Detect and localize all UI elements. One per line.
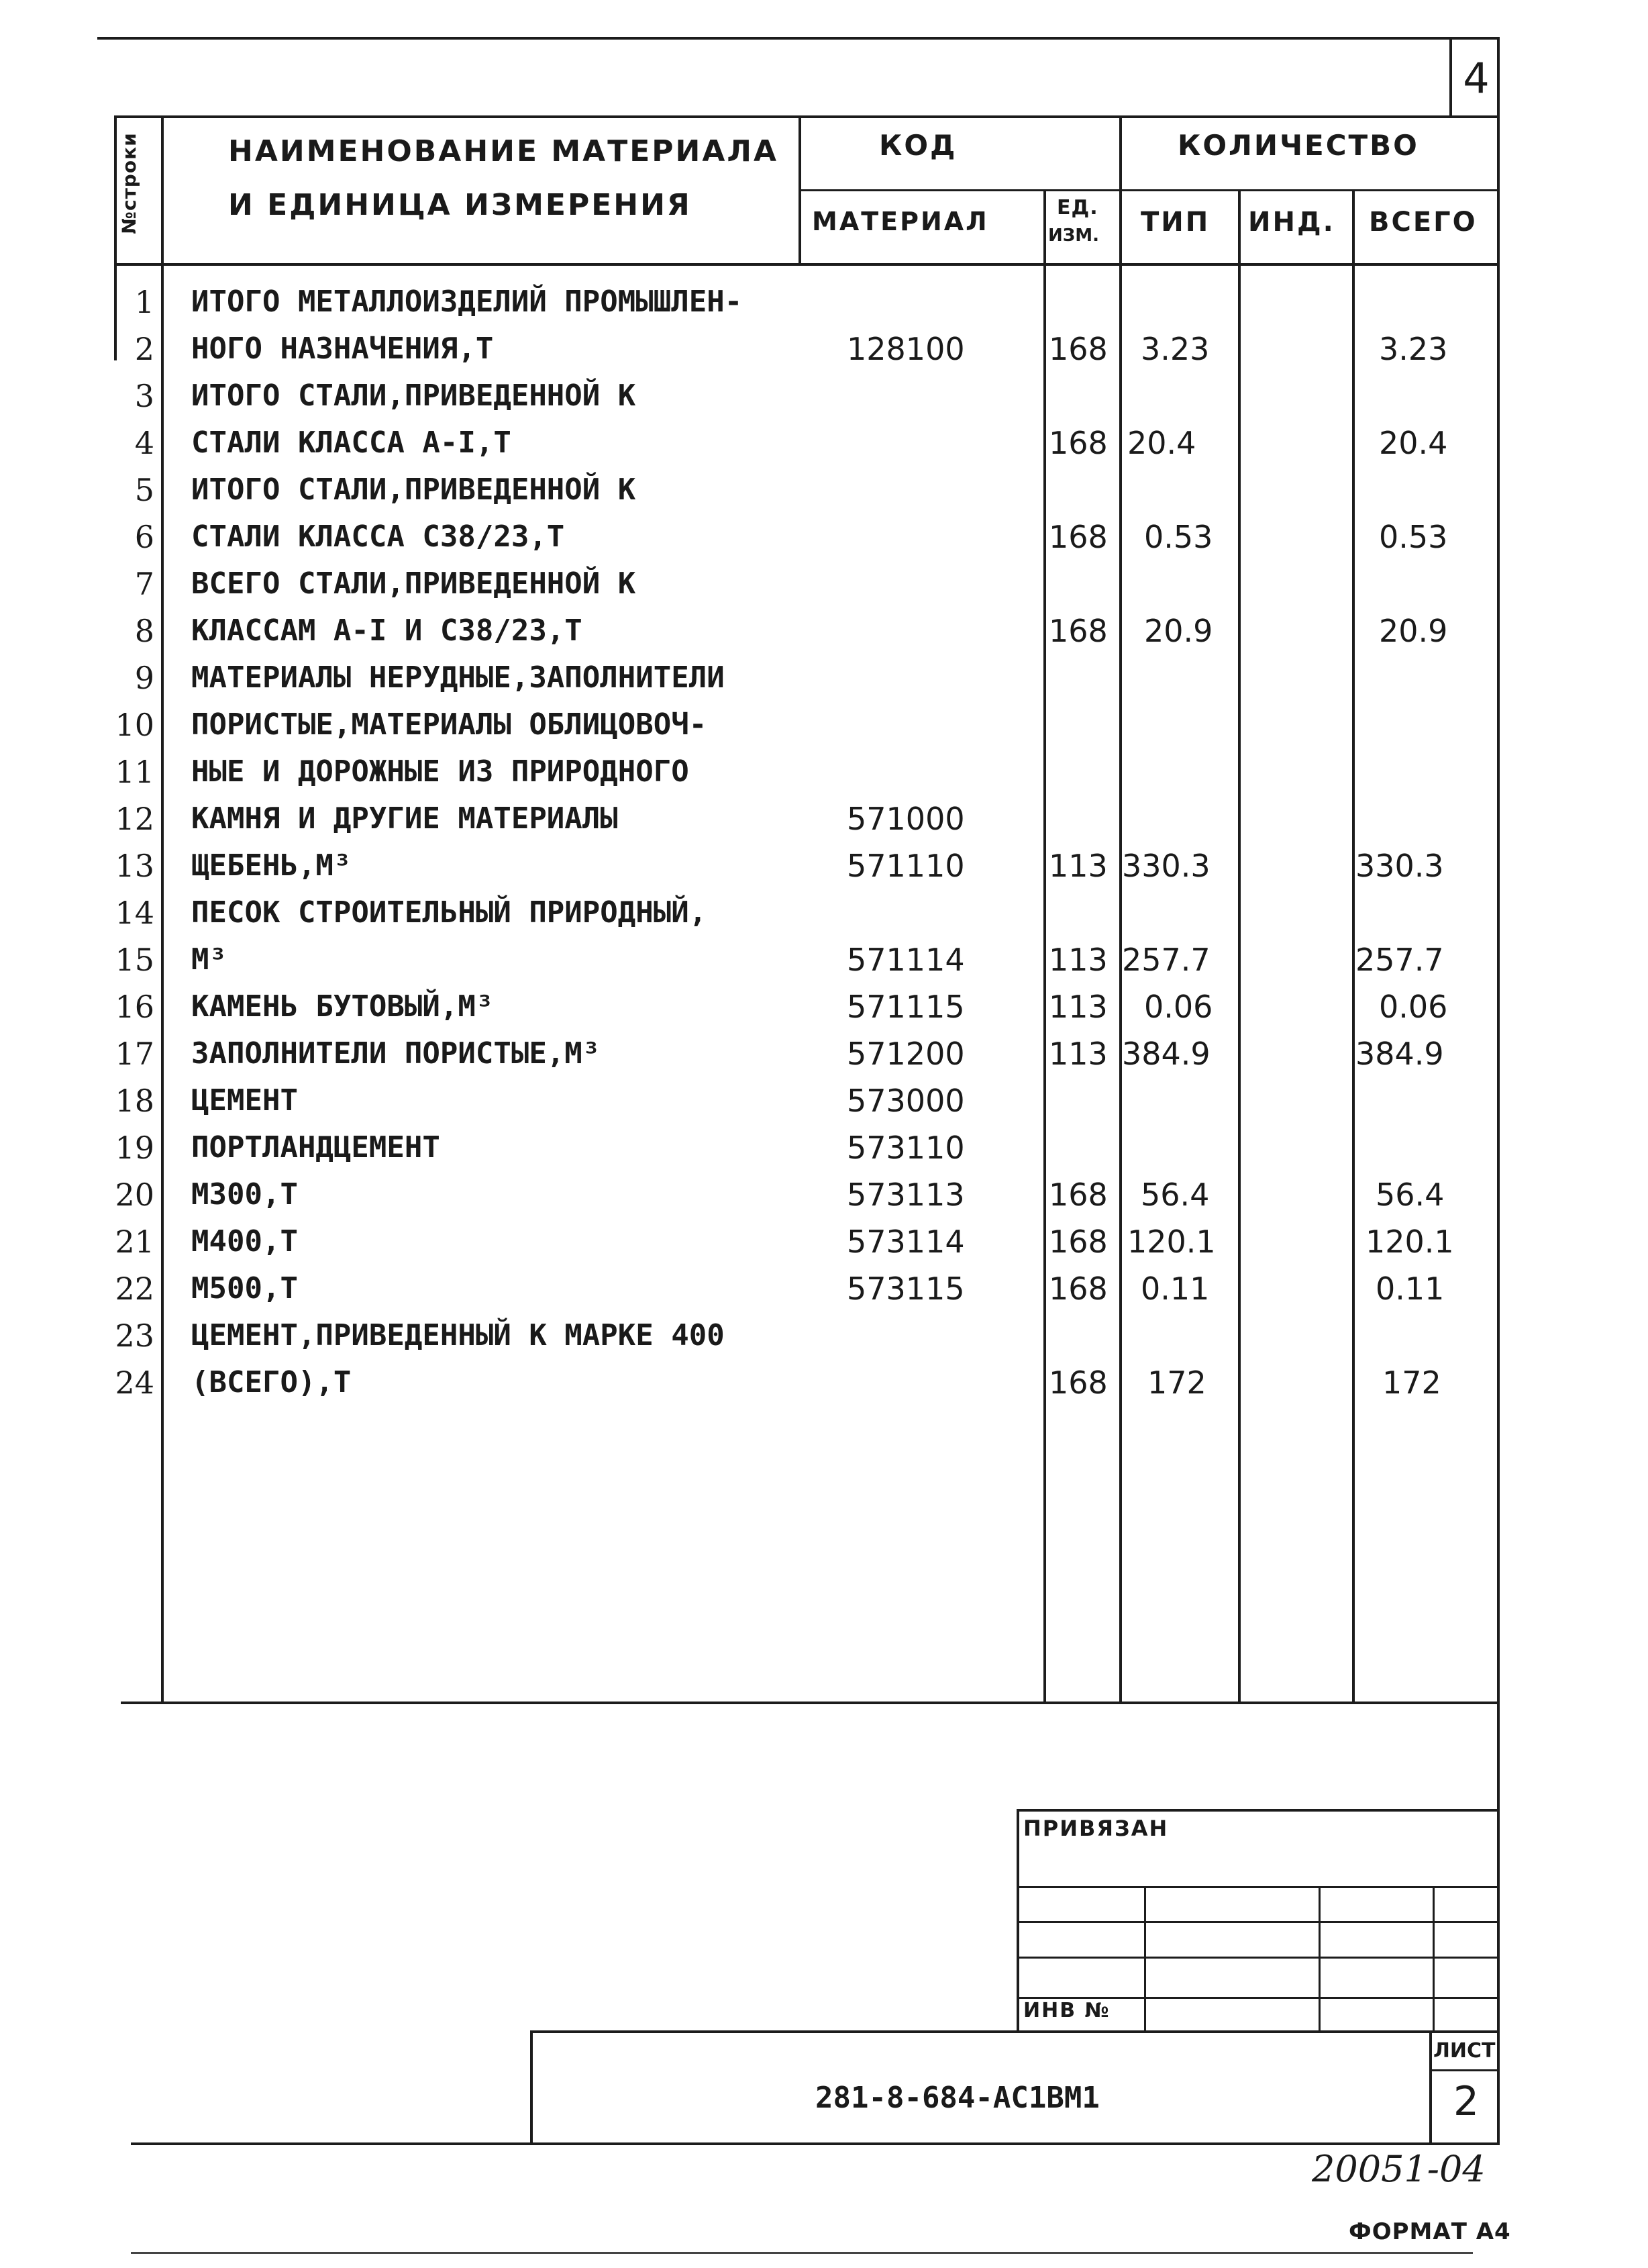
row-number: 8 xyxy=(134,613,154,649)
row-number: 3 xyxy=(134,378,154,414)
row-typ: 330.3 xyxy=(1122,848,1211,884)
row-total: 384.9 xyxy=(1355,1036,1444,1072)
header-name-line2: И ЕДИНИЦА ИЗМЕРЕНИЯ xyxy=(228,188,692,222)
designation-text: 281-8-684-АС1ВМ1 xyxy=(815,2081,1100,2115)
row-number: 11 xyxy=(115,754,154,790)
row-name: М500,Т xyxy=(191,1271,298,1305)
doc-number: 20051-04 xyxy=(1312,2148,1486,2190)
row-typ: 3.23 xyxy=(1141,331,1210,367)
row-number: 12 xyxy=(115,801,154,837)
row-number: 16 xyxy=(115,989,154,1025)
row-unit: 168 xyxy=(1049,331,1108,367)
header-bottom-line xyxy=(114,263,1500,266)
row-name: ИТОГО МЕТАЛЛОИЗДЕЛИЙ ПРОМЫШЛЕН- xyxy=(191,285,743,319)
row-total: 172 xyxy=(1382,1365,1441,1401)
designation-top-line xyxy=(530,2030,1500,2033)
designation-bottom-line xyxy=(131,2142,1500,2145)
row-name: НОГО НАЗНАЧЕНИЯ,Т xyxy=(191,332,494,366)
designation-left-line xyxy=(530,2030,533,2144)
row-total: 0.11 xyxy=(1376,1271,1445,1307)
row-unit: 168 xyxy=(1049,1224,1108,1260)
row-name: ЦЕМЕНТ xyxy=(191,1083,298,1118)
row-code: 573114 xyxy=(847,1224,965,1260)
row-number: 13 xyxy=(115,848,154,884)
row-code: 573115 xyxy=(847,1271,965,1307)
header-quantity: КОЛИЧЕСТВО xyxy=(1178,129,1419,162)
row-name: ЦЕМЕНТ,ПРИВЕДЕННЫЙ К МАРКЕ 400 xyxy=(191,1318,725,1352)
row-unit: 168 xyxy=(1049,613,1108,649)
header-unit-line2: ИЗМ. xyxy=(1048,226,1099,246)
row-name: М³ xyxy=(191,942,227,977)
row-name: НЫЕ И ДОРОЖНЫЕ ИЗ ПРИРОДНОГО xyxy=(191,754,689,789)
row-total: 0.53 xyxy=(1379,519,1448,555)
row-total: 3.23 xyxy=(1379,331,1448,367)
stamp-col-line-1 xyxy=(1144,1886,1146,2030)
row-name: ВСЕГО СТАЛИ,ПРИВЕДЕННОЙ К xyxy=(191,566,636,601)
row-total: 20.4 xyxy=(1379,425,1448,461)
row-code: 573110 xyxy=(847,1130,965,1166)
col-line-left xyxy=(114,115,117,360)
row-typ: 172 xyxy=(1147,1365,1206,1401)
row-number: 4 xyxy=(134,425,154,461)
table-bottom-line xyxy=(121,1702,1500,1704)
row-total: 56.4 xyxy=(1376,1177,1445,1213)
sheet-label-line xyxy=(1429,2069,1500,2071)
sheet-number: 2 xyxy=(1453,2078,1480,2125)
row-number: 14 xyxy=(115,895,154,931)
header-name-line1: НАИМЕНОВАНИЕ МАТЕРИАЛА xyxy=(228,134,779,168)
row-name: ЩЕБЕНЬ,М³ xyxy=(191,848,352,883)
col-line-typ xyxy=(1238,189,1241,1703)
row-typ: 384.9 xyxy=(1122,1036,1211,1072)
col-line-name xyxy=(799,115,801,263)
row-unit: 168 xyxy=(1049,1365,1108,1401)
row-number: 21 xyxy=(115,1224,154,1260)
row-unit: 168 xyxy=(1049,425,1108,461)
row-name: КАМЕНЬ БУТОВЫЙ,М³ xyxy=(191,989,494,1024)
page-bottom-rule xyxy=(131,2252,1473,2254)
row-number: 20 xyxy=(115,1177,154,1213)
row-code: 571000 xyxy=(847,801,965,837)
row-name: ЗАПОЛНИТЕЛИ ПОРИСТЫЕ,М³ xyxy=(191,1036,601,1071)
row-number: 18 xyxy=(115,1083,154,1119)
row-total: 330.3 xyxy=(1355,848,1444,884)
sheet-label: ЛИСТ xyxy=(1433,2039,1496,2063)
frame-top-line xyxy=(97,37,1500,40)
row-number: 10 xyxy=(115,707,154,743)
format-label: ФОРМАТ А4 xyxy=(1349,2218,1511,2245)
row-typ: 120.1 xyxy=(1127,1224,1216,1260)
page-number-box-left xyxy=(1449,37,1452,117)
header-code: КОД xyxy=(879,129,958,162)
header-row-no: №строки xyxy=(118,132,140,234)
row-number: 19 xyxy=(115,1130,154,1166)
stamp-row-line-3 xyxy=(1017,1957,1500,1959)
row-code: 571200 xyxy=(847,1036,965,1072)
row-total: 257.7 xyxy=(1355,942,1444,978)
row-number: 9 xyxy=(134,660,154,696)
row-typ: 20.4 xyxy=(1127,425,1196,461)
header-material: МАТЕРИАЛ xyxy=(812,207,989,236)
header-total: ВСЕГО xyxy=(1369,207,1478,238)
row-code: 571110 xyxy=(847,848,965,884)
row-name: ИТОГО СТАЛИ,ПРИВЕДЕННОЙ К xyxy=(191,473,636,507)
row-code: 571115 xyxy=(847,989,965,1025)
row-name: ПОРИСТЫЕ,МАТЕРИАЛЫ ОБЛИЦОВОЧ- xyxy=(191,707,707,742)
frame-right-line xyxy=(1497,37,1500,2144)
row-name: ПОРТЛАНДЦЕМЕНТ xyxy=(191,1130,440,1165)
row-code: 128100 xyxy=(847,331,965,367)
row-number: 22 xyxy=(115,1271,154,1307)
row-code: 573000 xyxy=(847,1083,965,1119)
row-unit: 113 xyxy=(1049,989,1108,1025)
row-name: ПЕСОК СТРОИТЕЛЬНЫЙ ПРИРОДНЫЙ, xyxy=(191,895,707,930)
header-typ: ТИП xyxy=(1141,207,1211,238)
row-number: 5 xyxy=(134,472,154,508)
row-name: СТАЛИ КЛАССА А-I,Т xyxy=(191,426,511,460)
row-name: (ВСЕГО),Т xyxy=(191,1365,352,1399)
col-line-unit xyxy=(1119,115,1122,1703)
row-number: 17 xyxy=(115,1036,154,1072)
col-line-ind xyxy=(1352,189,1355,1703)
row-name: М400,Т xyxy=(191,1224,298,1259)
row-typ: 0.06 xyxy=(1144,989,1213,1025)
page-number: 4 xyxy=(1463,54,1490,103)
row-code: 571114 xyxy=(847,942,965,978)
col-line-rownum xyxy=(161,115,164,1703)
row-code: 573113 xyxy=(847,1177,965,1213)
row-typ: 0.11 xyxy=(1141,1271,1210,1307)
stamp-row-line-1 xyxy=(1017,1886,1500,1888)
row-total: 0.06 xyxy=(1379,989,1448,1025)
row-unit: 168 xyxy=(1049,1271,1108,1307)
col-line-code xyxy=(1043,189,1046,1703)
row-name: СТАЛИ КЛАССА С38/23,Т xyxy=(191,520,565,554)
row-typ: 257.7 xyxy=(1122,942,1211,978)
row-unit: 168 xyxy=(1049,1177,1108,1213)
header-ind: ИНД. xyxy=(1248,207,1335,238)
row-name: ИТОГО СТАЛИ,ПРИВЕДЕННОЙ К xyxy=(191,379,636,413)
row-number: 6 xyxy=(134,519,154,555)
row-typ: 56.4 xyxy=(1141,1177,1210,1213)
row-name: КАМНЯ И ДРУГИЕ МАТЕРИАЛЫ xyxy=(191,801,618,836)
table-top-line xyxy=(114,115,1500,118)
row-name: МАТЕРИАЛЫ НЕРУДНЫЕ,ЗАПОЛНИТЕЛИ xyxy=(191,660,725,695)
header-mid-line xyxy=(799,189,1500,191)
row-number: 24 xyxy=(115,1365,154,1401)
row-typ: 20.9 xyxy=(1144,613,1213,649)
header-unit-line1: ЕД. xyxy=(1057,196,1098,219)
row-number: 1 xyxy=(134,284,154,320)
row-name: КЛАССАМ А-I И С38/23,Т xyxy=(191,613,582,648)
row-unit: 168 xyxy=(1049,519,1108,555)
sheet-col-line xyxy=(1429,2030,1432,2144)
stamp-top-line xyxy=(1017,1809,1500,1812)
stamp-row-line-2 xyxy=(1017,1921,1500,1923)
row-unit: 113 xyxy=(1049,848,1108,884)
stamp-col-line-3 xyxy=(1433,1886,1435,2030)
row-number: 2 xyxy=(134,331,154,367)
row-number: 23 xyxy=(115,1318,154,1354)
row-typ: 0.53 xyxy=(1144,519,1213,555)
row-unit: 113 xyxy=(1049,1036,1108,1072)
row-total: 20.9 xyxy=(1379,613,1448,649)
stamp-inv-no: ИНВ № xyxy=(1023,1999,1111,2022)
row-name: М300,Т xyxy=(191,1177,298,1212)
row-total: 120.1 xyxy=(1366,1224,1454,1260)
row-unit: 113 xyxy=(1049,942,1108,978)
row-number: 15 xyxy=(115,942,154,978)
stamp-privyazan: ПРИВЯЗАН xyxy=(1023,1816,1169,1841)
row-number: 7 xyxy=(134,566,154,602)
stamp-col-line-2 xyxy=(1319,1886,1321,2030)
